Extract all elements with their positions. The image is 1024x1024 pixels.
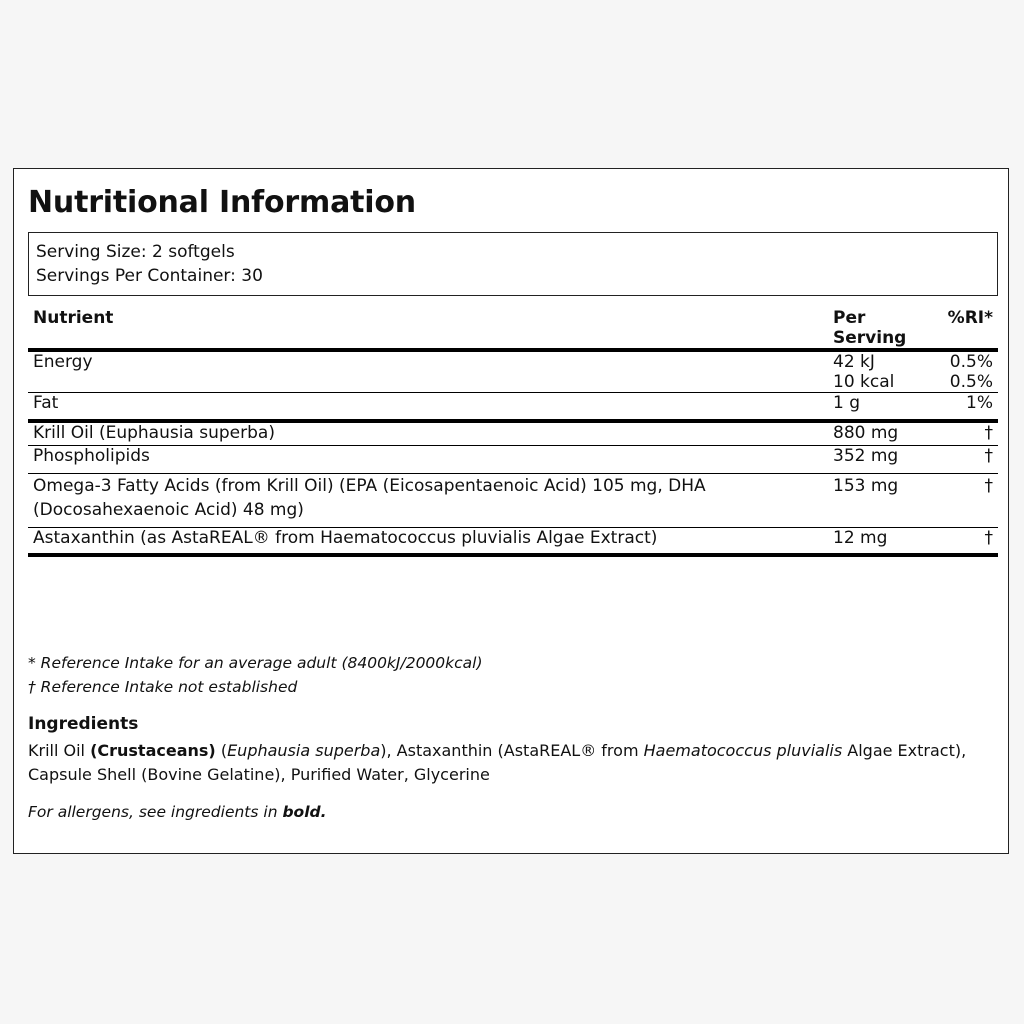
- fat-amount: 1 g: [833, 393, 861, 413]
- fat-label: Fat: [33, 393, 59, 413]
- allergen-note-text: For allergens, see ingredients in: [28, 803, 283, 821]
- nutrient-label: Phospholipids: [33, 446, 150, 466]
- page-title: Nutritional Information: [28, 185, 416, 220]
- fat-ri: 1%: [966, 393, 993, 413]
- nutrient-amount: 153 mg: [833, 476, 899, 496]
- serving-info-box: [28, 232, 998, 296]
- nutrition-panel: [13, 168, 1009, 854]
- nutrient-label: Krill Oil (Euphausia superba): [33, 423, 275, 443]
- nutrient-amount: 880 mg: [833, 423, 899, 443]
- table-header-row: [28, 308, 998, 350]
- ingredient-text-part: Krill Oil: [28, 741, 91, 760]
- header-ri: %RI*: [947, 308, 993, 328]
- species-name: Haematococcus pluvialis: [643, 741, 843, 760]
- nutrient-amount: 352 mg: [833, 446, 899, 466]
- ri-footnote: * Reference Intake for an average adult (8400kJ/2000kcal): [28, 654, 483, 672]
- not-established-footnote: † Reference Intake not established: [28, 678, 298, 696]
- ingredients-text: [28, 739, 988, 787]
- servings-per-container: Servings Per Container: 30: [36, 266, 263, 286]
- nutrient-label: Omega-3 Fatty Acids (from Krill Oil) (EPA (Eicosapentaenoic Acid) 105 mg, DHA (Docosahexaenoic Acid) 48 mg): [33, 476, 706, 520]
- header-per-serving: Per Serving: [833, 308, 907, 348]
- table-row-energy-kj: [28, 350, 998, 372]
- empty-cell: [28, 372, 828, 393]
- energy-kcal-ri: 0.5%: [949, 372, 993, 392]
- ingredients-heading: Ingredients: [28, 714, 139, 734]
- nutrient-label: Astaxanthin (as AstaREAL® from Haematococcus pluvialis Algae Extract): [33, 528, 658, 548]
- nutrient-amount: 12 mg: [833, 528, 888, 548]
- table-row-energy-kcal: [28, 372, 998, 393]
- nutrient-ri: †: [984, 476, 993, 496]
- energy-kcal-value: 10 kcal: [833, 372, 895, 392]
- serving-size: Serving Size: 2 softgels: [36, 242, 235, 262]
- nutrient-ri: †: [984, 446, 993, 466]
- energy-kj-ri: 0.5%: [949, 352, 993, 372]
- table-row: [28, 528, 998, 556]
- energy-kj-value: 42 kJ: [833, 352, 875, 372]
- footnotes: [28, 651, 483, 699]
- header-nutrient: Nutrient: [33, 308, 114, 328]
- table-row: [28, 474, 998, 528]
- nutrition-table: [28, 308, 998, 557]
- species-name: Euphausia superba: [227, 741, 381, 760]
- nutrient-ri: †: [984, 423, 993, 443]
- ingredient-text-part: Algae Extract), Capsule Shell (Bovine Gelatine), Purified Water, Glycerine: [28, 741, 967, 784]
- allergen-note-bold: bold.: [282, 803, 327, 821]
- energy-label: Energy: [33, 352, 93, 372]
- ingredient-text-part: ), Astaxanthin (AstaREAL® from: [380, 741, 644, 760]
- table-row: [28, 421, 998, 446]
- allergen-ingredient: (Crustaceans): [90, 741, 216, 760]
- ingredient-text-part: (: [215, 741, 228, 760]
- table-row-fat: [28, 393, 998, 422]
- table-row: [28, 446, 998, 474]
- allergen-note: [28, 803, 327, 821]
- nutrient-ri: †: [984, 528, 993, 548]
